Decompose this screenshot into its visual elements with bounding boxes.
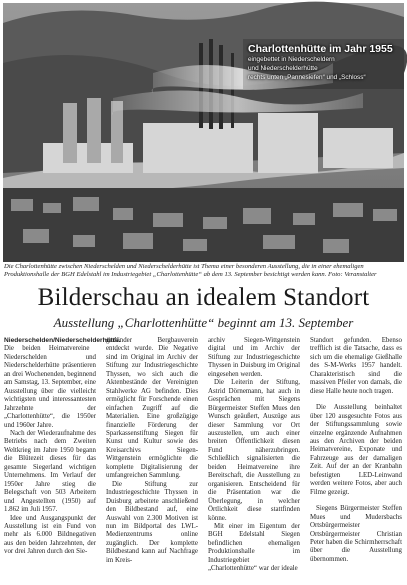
photo-caption: Die Charlottenhütte zwischen Niederschelden und Niederschelderhütte ist Thema einer besonderen Ausstellung, die in einer ehemaligen Produktionshalle der BGH Edelstahl im Industriegebiet „Charlottenhütte“ ab dem 13. September besichtigt werden kann. Foto: Veranstalter (4, 263, 377, 279)
paragraph: Die Ausstellung beinhaltet über 120 ausgesuchte Fotos aus der Stiftungssammlung sowie einzelne ergänzende Aufnahmen aus den Archiven der beiden Heimatvereine, Exponate und Fahrzeuge aus der damaligen Zeit. Auf der an der Kranbahn befestigten LED-Leinwand werden weitere Fotos, aber auch Filme gezeigt. (310, 404, 402, 496)
article-subheadline: Ausstellung „Charlottenhütte“ beginnt am 13. September (53, 315, 354, 330)
paragraph: Mit einer im Eigentum der BGH Edelstahl Siegen befindlichen ehemaligen Produktionshalle im Industriegebiet „Charlottenhütte“ war der ideale (208, 522, 300, 573)
industrial-aerial-illustration (3, 3, 404, 262)
article-column-2 (106, 337, 198, 583)
paragraph: Die Leiterin der Stiftung, Astrid Dörnemann, hat auch in Gesprächen mit Siegens Bürgermeister Steffen Mues den Wunsch geäußert, Auszüge aus dieser Sammlung vor Ort auszustellen, um auch einer breiten Öffentlichkeit diesen Fund näherzubringen. Schließlich signalisierten die beiden Heimatvereine ihre Bereitschaft, die Ausstellung zu organisieren. Entscheidend für die Präsentation war die Überlegung, in welcher Örtlichkeit diese stattfinden könne. (208, 379, 300, 522)
article-headline: Bilderschau an idealem Standort (37, 284, 370, 311)
article-column-1 (4, 337, 121, 583)
paragraph: archiv Siegen-Wittgenstein digital und im Archiv der Stiftung zur Industriegeschichte Thyssen in Duisburg im Original eingesehen werden. (208, 337, 300, 378)
paragraph: Niederschelden/Niederschelderhütte. Die beiden Heimatvereine Niederschelden und Niederschelderhütte präsentieren an drei Wochenenden, beginnend am Samstag, 13. September, eine Ausstellung über die vielleicht wichtigsten und interessantesten Jahrzehnte der „Charlottenhütte“, die 1950er und 1960er Jahre. (4, 337, 121, 429)
photo-overlay-line: eingebettet in Niederscheldern (248, 56, 335, 63)
article-column-4 (310, 337, 402, 583)
photo-overlay-line: rechts unten „Pannesiefen“ und „Schloss“ (248, 74, 366, 81)
article-body (4, 337, 403, 583)
paragraph: Nach der Wiederaufnahme des Betriebs nach dem Zweiten Weltkrieg im Jahre 1950 begann die Blütezeit dieses für das gesamte Siegerland wichtigen Unternehmens. Im Verlauf der 1950er Jahre stieg die Belegschaft von 503 Arbeitern und Angestellten (1950) auf 1.862 im Juli 1957. (4, 429, 96, 514)
paragraph: Die Stiftung zur Industriegeschichte Thyssen in Duisburg arbeitete anschließend den Bildbestand auf, eine Auswahl von 2.300 Motiven ist nun im Bildportal des LWL-Medienzentrums online zugänglich. Der komplette Bildbestand kann auf Nachfrage im Kreis- (106, 480, 198, 564)
paragraph: gerländer Bergbauverein entdeckt wurde. Die Negative sind im Original im Archiv der Stiftung zur Industriegeschichte Thyssen, wo sich auch die Aktenbestände der Vereinigten Stahlwerke AG befinden. Dies ermöglicht für Forschende einen einfachen Zugriff auf die Materialien. Eine großzügige finanzielle Förderung der Sparkassenstiftung Siegen für Kunst und Kultur sowie des Kreisarchivs Siegen-Wittgenstein ermöglichte die komplette Digitalisierung der umfangreichen Sammlung. (106, 337, 198, 480)
paragraph: Standort gefunden. Ebenso trefflich ist die Tatsache, dass es sich um die ehemalige Gießhalle des S-M-Werks 1957 handelt. Charakteristisch sind die massiven Pfeiler von damals, die diese Halle heute noch tragen. (310, 337, 402, 395)
article-column-3 (208, 337, 300, 583)
photo-overlay-caption (248, 43, 398, 82)
photo-overlay-line: und Niederschelderhütte (248, 65, 318, 72)
paragraph: Idee und Ausgangspunkt der Ausstellung ist ein Fund von mehr als 6.000 Bildnegativen aus den beiden Jahrzehnten, der vor drei Jahren durch den Sie- (4, 514, 96, 556)
dateline: Niederschelden/Niederschelderhütte. (4, 337, 121, 344)
paragraph: Siegens Bürgermeister Steffen Mues und Mudersbachs Ortsbürgermeister Ortsbürgermeister Christian Peter haben die Schirmherrschaft über die Ausstellung übernommen. (310, 505, 402, 563)
photo-overlay-title: Charlottenhütte im Jahr 1955 (248, 43, 393, 55)
aerial-photo (3, 3, 404, 262)
